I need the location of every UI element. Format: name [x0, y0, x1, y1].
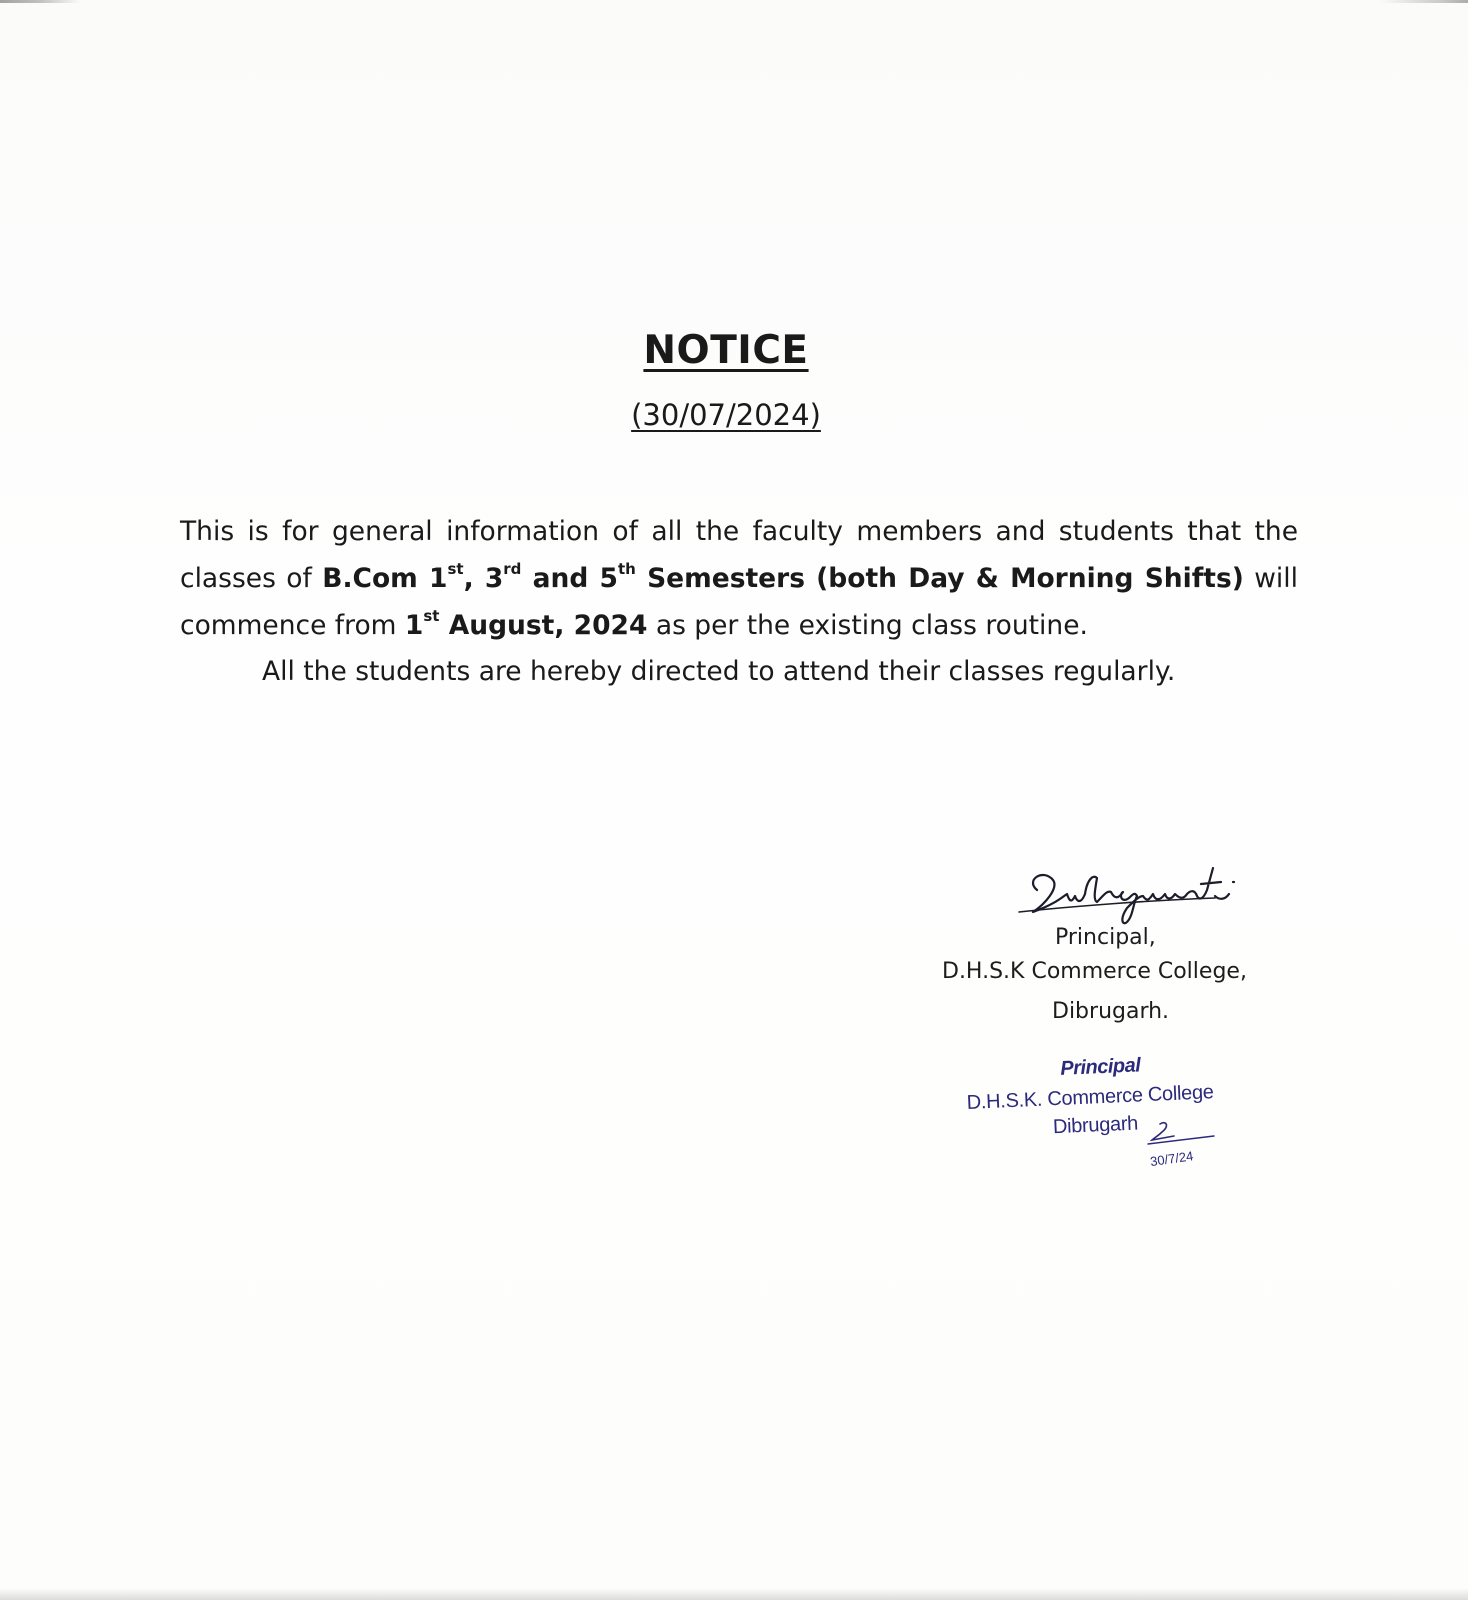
body-semesters: Semesters (both Day & Morning Shifts) [635, 563, 1244, 594]
notice-directive: All the students are hereby directed to attend their classes regularly. [262, 656, 1176, 687]
scan-edge-top [0, 0, 1468, 3]
body-sup-th: th [618, 560, 636, 578]
body-sem-5: and 5 [521, 563, 618, 594]
signatory-title: Principal, [1055, 925, 1156, 950]
body-text-routine: as per the existing class routine. [647, 610, 1088, 641]
signatory-college: D.H.S.K Commerce College, [942, 959, 1247, 984]
notice-title: NOTICE [643, 328, 809, 373]
body-date-day: 1 [404, 610, 424, 641]
stamp-title: Principal [1059, 1054, 1141, 1080]
svg-text:30/7/24: 30/7/24 [1149, 1148, 1195, 1170]
stamp-city: Dibrugarh [1052, 1112, 1139, 1139]
stamp-initials-date [1140, 1118, 1230, 1170]
body-sup-rd: rd [503, 560, 522, 578]
notice-body-paragraph [180, 508, 1298, 649]
body-sup-st: st [447, 560, 464, 578]
body-text-commence: will commence from [180, 563, 1298, 641]
body-sup-date: st [423, 607, 440, 625]
body-date-rest: August, 2024 [439, 610, 648, 641]
notice-date: (30/07/2024) [631, 398, 821, 432]
stamp-college: D.H.S.K. Commerce College [966, 1081, 1215, 1114]
signatory-city: Dibrugarh. [1052, 999, 1170, 1024]
body-course: B.Com 1 [322, 563, 448, 594]
body-sem-3: , 3 [463, 563, 504, 594]
scan-edge-bottom [0, 1588, 1468, 1600]
body-text-intro: This is for general information of all the faculty members and students that the classes of [180, 516, 1298, 594]
